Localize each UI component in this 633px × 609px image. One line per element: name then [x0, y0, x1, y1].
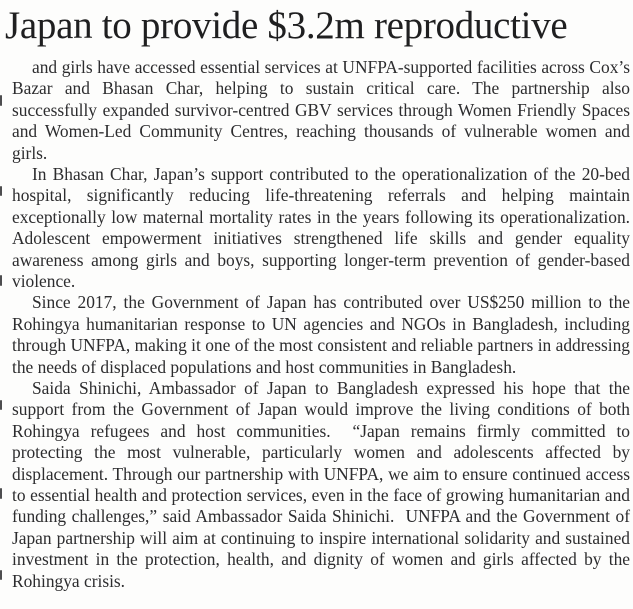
scan-artifact-tick	[0, 275, 2, 286]
article-headline: Japan to provide $3.2m reproductive	[5, 4, 568, 47]
scan-artifact-tick	[0, 186, 2, 196]
article-paragraph: Saida Shinichi, Ambassador of Japan to Bangladesh expressed his hope that the support from the Government of Japan would improve the living conditions of both Rohingya refugees and host communities. “Japan remains firmly committed to protecting the most vulnerable, particularly women and adolescents affected by displacement. Through our partnership with UNFPA, we aim to ensure continued access to essential health and protection services, even in the face of growing humanitarian and funding challenges,” said Ambassador Saida Shinichi. UNFPA and the Government of Japan partnership will aim at continuing to inspire international solidarity and sustained investment in the protection, health, and dignity of women and girls affected by the Rohingya crisis.	[12, 377, 630, 591]
scan-artifact-tick	[0, 570, 2, 580]
article-body	[0, 48, 633, 592]
article-paragraph: In Bhasan Char, Japan’s support contributed to the operationalization of the 20-bed hospital, significantly reducing life-threatening referrals and helping maintain exceptionally low maternal mortality rates in the years following its operationalization. Adolescent empowerment initiatives strengthened life skills and gender equality awareness among girls and boys, supporting longer-term prevention of gender-based violence.	[12, 163, 630, 291]
scan-artifact-tick	[0, 95, 2, 106]
article-paragraph: Since 2017, the Government of Japan has contributed over US$250 million to the Rohingya humanitarian response to UN agencies and NGOs in Bangladesh, including through UNFPA, making it one of the most consistent and reliable partners in addressing the needs of displaced populations and host communities in Bangladesh.	[12, 292, 630, 377]
scan-artifact-tick	[0, 488, 2, 499]
article-paragraph: and girls have accessed essential services at UNFPA-supported facilities across Cox’s Bazar and Bhasan Char, helping to sustain critical care. The partnership also successfully expanded survivor-centred GBV services through Women Friendly Spaces and Women-Led Community Centres, reaching thousands of vulnerable women and girls.	[12, 56, 630, 163]
scan-artifact-tick	[0, 400, 2, 410]
